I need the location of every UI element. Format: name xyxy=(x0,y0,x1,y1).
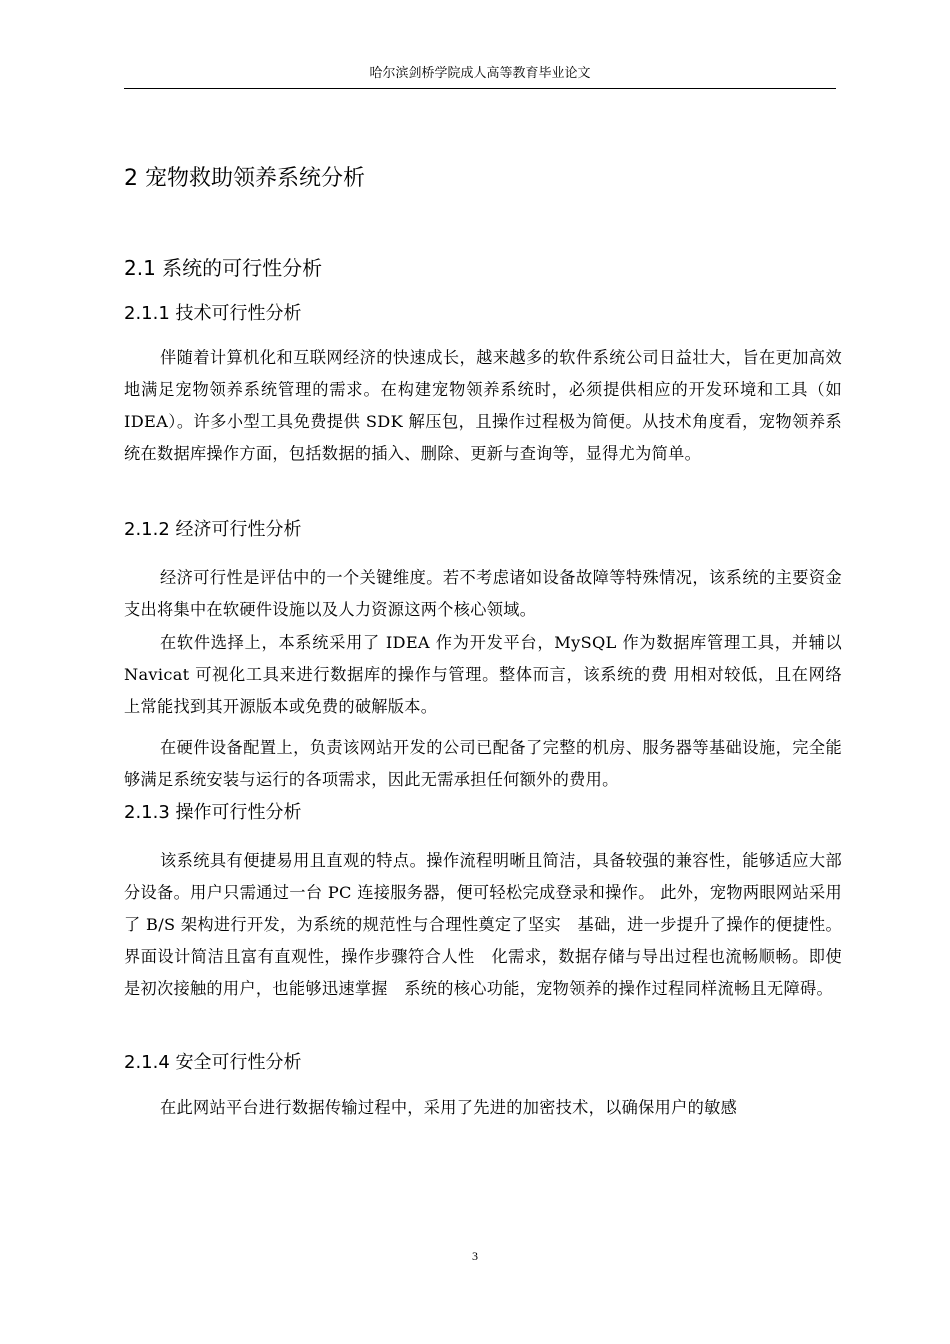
subsection-title-operational: 2.1.3 操作可行性分析 xyxy=(124,802,302,823)
subsection-title-economic: 2.1.2 经济可行性分析 xyxy=(124,519,302,540)
chapter-title: 2 宠物救助领养系统分析 xyxy=(124,166,365,191)
paragraph-economic-2: 在软件选择上，本系统采用了 IDEA 作为开发平台，MySQL 作为数据库管理工具，并辅以 Navicat 可视化工具来进行数据库的操作与管理。整体而言，该系统的费 用相对较低，且在网络上常能找到其开源版本或免费的破解版本。 xyxy=(124,633,842,716)
running-header xyxy=(124,64,836,89)
running-header-title: 哈尔滨剑桥学院成人高等教育毕业论文 xyxy=(369,66,591,81)
paragraph-technical-1: 伴随着计算机化和互联网经济的快速成长，越来越多的软件系统公司日益壮大，旨在更加高效地满足宠物领养系统管理的需求。在构建宠物领养系统时，必须提供相应的开发环境和工具（如 IDEA）。许多小型工具免费提供 SDK 解压包，且操作过程极为简便。从技术角度看，宠物领养系统在数据库操作方面，包括数据的插入、删除、更新与查询等，显得尤为简单。 xyxy=(124,348,842,463)
subsection-title-security: 2.1.4 安全可行性分析 xyxy=(124,1052,302,1073)
page-number: 3 xyxy=(472,1249,478,1263)
subsection-title-technical: 2.1.1 技术可行性分析 xyxy=(124,303,302,324)
paragraph-operational-1: 该系统具有便捷易用且直观的特点。操作流程明晰且简洁，具备较强的兼容性，能够适应大部分设备。用户只需通过一台 PC 连接服务器，便可轻松完成登录和操作。 此外，宠物两眼网站采用了 B/S 架构进行开发，为系统的规范性与合理性奠定了坚实 基础，进一步提升了操作的便捷性。界面设计简洁且富有直观性，操作步骤符合人性 化需求，数据存储与导出过程也流畅顺畅。即使是初次接触的用户，也能够迅速掌握 系统的核心功能，宠物领养的操作过程同样流畅且无障碍。 xyxy=(124,851,842,998)
section-title: 2.1 系统的可行性分析 xyxy=(124,256,323,280)
paragraph-security-1: 在此网站平台进行数据传输过程中，采用了先进的加密技术，以确保用户的敏感 xyxy=(160,1098,738,1117)
paragraph-economic-1: 经济可行性是评估中的一个关键维度。若不考虑诸如设备故障等特殊情况，该系统的主要资金支出将集中在软硬件设施以及人力资源这两个核心领域。 xyxy=(124,568,842,619)
paragraph-economic-3: 在硬件设备配置上，负责该网站开发的公司已配备了完整的机房、服务器等基础设施，完全能够满足系统安装与运行的各项需求，因此无需承担任何额外的费用。 xyxy=(124,738,842,789)
